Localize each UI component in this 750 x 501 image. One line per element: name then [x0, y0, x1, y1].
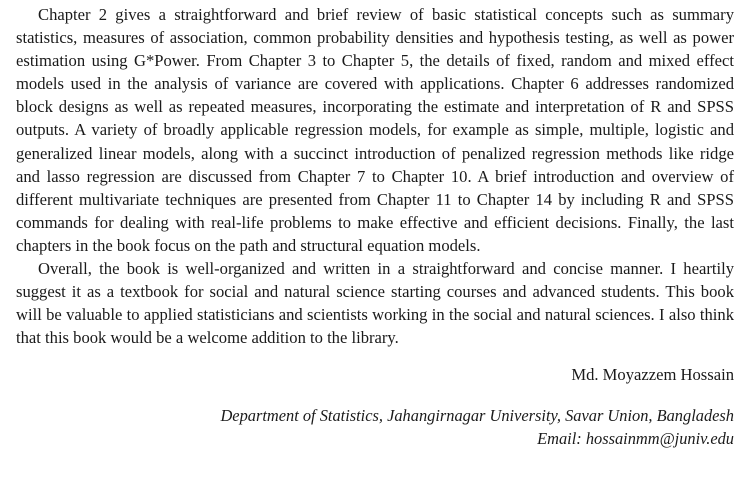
review-page — [16, 3, 734, 450]
reviewer-affiliation-block — [16, 404, 734, 450]
review-paragraph-conclusion: Overall, the book is well-organized and written in a straightforward and concise manner. I heartily suggest it as a textbook for social and natural science starting courses and advanced students. This book will be valuable to applied statisticians and scientists working in the social and natural sciences. I also think that this book would be a welcome addition to the library. — [16, 259, 734, 348]
review-paragraph-chapters: Chapter 2 gives a straightforward and brief review of basic statistical concepts such as summary statistics, measures of association, common probability densities and hypothesis testing, as well as power estimation using G*Power. From Chapter 3 to Chapter 5, the details of fixed, random and mixed effect models used in the analysis of variance are covered with applications. Chapter 6 addresses randomized block designs as well as repeated measures, incorporating the estimate and interpretation of R and SPSS outputs. A variety of broadly applicable regression models, for example as simple, multiple, logistic and generalized linear models, along with a succinct introduction of penalized regression methods like ridge and lasso regression are discussed from Chapter 7 to Chapter 10. A brief introduction and overview of different multivariate techniques are presented from Chapter 11 to Chapter 14 by including R and SPSS commands for dealing with real-life problems to make effective and efficient decisions. Finally, the last chapters in the book focus on the path and structural equation models. — [16, 5, 734, 255]
reviewer-email: Email: hossainmm@juniv.edu — [537, 429, 734, 449]
reviewer-name: Md. Moyazzem Hossain — [571, 365, 734, 385]
reviewer-affiliation: Department of Statistics, Jahangirnagar University, Savar Union, Bangladesh — [220, 406, 734, 426]
